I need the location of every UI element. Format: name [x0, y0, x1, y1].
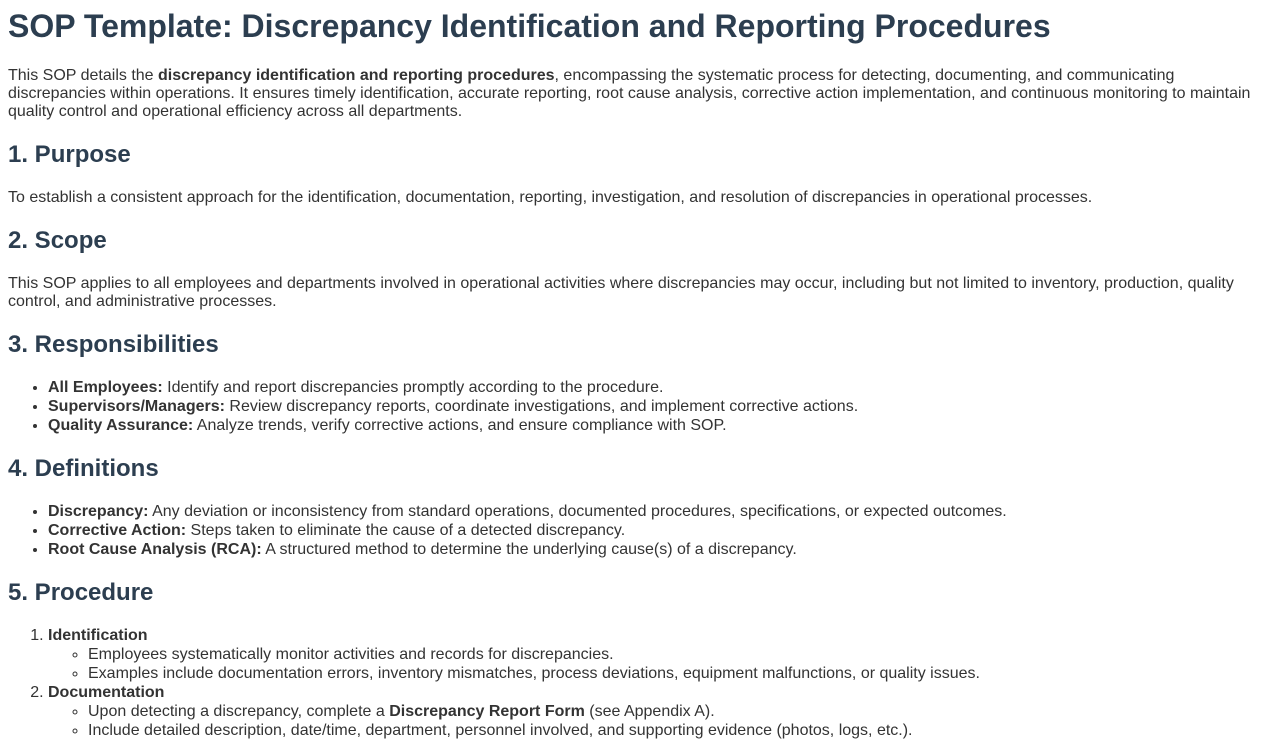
section-heading-procedure: 5. Procedure [8, 579, 154, 606]
page-title: SOP Template: Discrepancy Identification and Reporting Procedures [8, 8, 1051, 44]
definition-text: A structured method to determine the underlying cause(s) of a discrepancy. [261, 541, 797, 558]
definition-text: Steps taken to eliminate the cause of a detected discrepancy. [186, 522, 626, 539]
responsibility-term: Quality Assurance: [48, 417, 194, 434]
intro-text-bold: discrepancy identification and reporting procedures [158, 67, 555, 84]
definition-item-corrective-action [48, 522, 1255, 540]
section-heading-scope: 2. Scope [8, 227, 107, 254]
procedure-substep [88, 703, 1255, 721]
procedure-step-title: Documentation [48, 684, 165, 701]
responsibility-term: Supervisors/Managers: [48, 398, 225, 415]
procedure-substep [88, 665, 1255, 683]
definitions-list [8, 503, 1255, 559]
responsibility-text: Identify and report discrepancies promptly according to the procedure. [162, 379, 664, 396]
substep-text-pre: Employees systematically monitor activities and records for discrepancies. [88, 646, 614, 663]
substep-text-bold: Discrepancy Report Form [389, 703, 585, 720]
procedure-steps-list [8, 627, 1255, 740]
responsibility-text: Review discrepancy reports, coordinate investigations, and implement corrective actions. [224, 398, 859, 415]
procedure-step-title: Identification [48, 627, 148, 644]
section-heading-responsibilities: 3. Responsibilities [8, 331, 219, 358]
purpose-text: To establish a consistent approach for the identification, documentation, reporting, investigation, and resolution of discrepancies in operational processes. [8, 189, 1093, 206]
definition-term: Discrepancy: [48, 503, 149, 520]
responsibility-item-supervisors-managers [48, 398, 1255, 416]
intro-text-post: , encompassing the systematic process for detecting, documenting, and communicating discrepancies within operations. It ensures timely identification, accurate reporting, root cause analysis, corrective action implementation, and continuous monitoring to maintain quality control and operational efficiency across all departments. [8, 67, 1251, 120]
section-heading-purpose: 1. Purpose [8, 141, 131, 168]
procedure-substeps-list [48, 703, 1255, 740]
definition-term: Corrective Action: [48, 522, 187, 539]
section-heading-definitions: 4. Definitions [8, 455, 159, 482]
intro-text-pre: This SOP details the [8, 67, 158, 84]
responsibility-text: Analyze trends, verify corrective actions, and ensure compliance with SOP. [193, 417, 727, 434]
section-responsibilities [8, 331, 1255, 435]
intro-paragraph [8, 67, 1255, 121]
substep-text-pre: Examples include documentation errors, inventory mismatches, process deviations, equipment malfunctions, or quality issues. [88, 665, 980, 682]
procedure-substep [88, 722, 1255, 740]
definition-item-root-cause-analysis [48, 541, 1255, 559]
section-scope [8, 227, 1255, 311]
definition-item-discrepancy [48, 503, 1255, 521]
scope-text: This SOP applies to all employees and departments involved in operational activities where discrepancies may occur, including but not limited to inventory, production, quality control, and administrative processes. [8, 275, 1234, 310]
substep-text-pre: Include detailed description, date/time, department, personnel involved, and supporting evidence (photos, logs, etc.). [88, 722, 913, 739]
responsibility-item-quality-assurance [48, 417, 1255, 435]
procedure-step-identification [48, 627, 1255, 683]
substep-text-post: (see Appendix A). [584, 703, 715, 720]
responsibilities-list [8, 379, 1255, 435]
procedure-substeps-list [48, 646, 1255, 683]
procedure-step-documentation [48, 684, 1255, 740]
section-definitions [8, 455, 1255, 559]
responsibility-item-all-employees [48, 379, 1255, 397]
definition-text: Any deviation or inconsistency from standard operations, documented procedures, specifications, or expected outcomes. [148, 503, 1007, 520]
procedure-substep [88, 646, 1255, 664]
definition-term: Root Cause Analysis (RCA): [48, 541, 262, 558]
substep-text-pre: Upon detecting a discrepancy, complete a [88, 703, 390, 720]
section-purpose [8, 141, 1255, 207]
section-procedure [8, 579, 1255, 740]
responsibility-term: All Employees: [48, 379, 163, 396]
